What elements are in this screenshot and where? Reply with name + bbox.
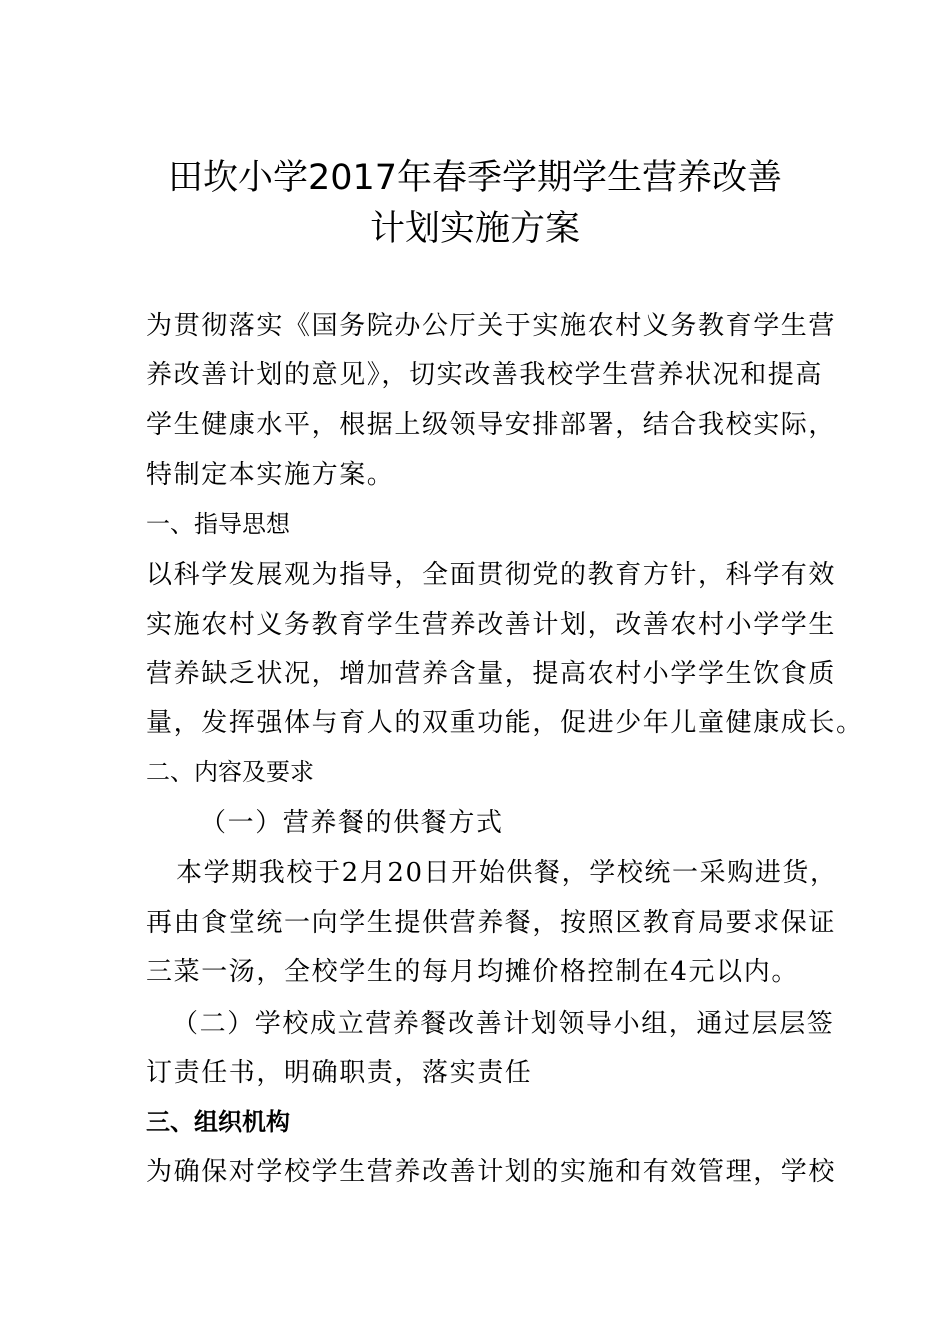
- section-2-subheading-1: （一）营养餐的供餐方式: [200, 808, 504, 838]
- section-1-line-2: 实施农村义务教育学生营养改善计划，改善农村小学学生: [146, 610, 837, 640]
- section-2-paragraph-1-line-3: 三菜一汤，全校学生的每月均摊价格控制在4元以内。: [146, 957, 799, 987]
- section-1-heading: 一、指导思想: [146, 510, 290, 538]
- section-1-line-1: 以科学发展观为指导，全面贯彻党的教育方针，科学有效: [146, 560, 837, 590]
- section-2-paragraph-2-line-1: （二）学校成立营养餐改善计划领导小组，通过层层签: [172, 1009, 835, 1039]
- section-1-line-4: 量，发挥强体与育人的双重功能，促进少年儿童健康成长。: [146, 708, 864, 738]
- section-2-heading: 二、内容及要求: [146, 758, 314, 786]
- section-2-paragraph-1-line-2: 再由食堂统一向学生提供营养餐，按照区教育局要求保证: [146, 908, 837, 938]
- intro-line-4: 特制定本实施方案。: [146, 460, 395, 490]
- document-title-line-2: 计划实施方案: [369, 209, 580, 249]
- section-3-line-1: 为确保对学校学生营养改善计划的实施和有效管理，学校: [146, 1157, 837, 1187]
- section-1-line-3: 营养缺乏状况，增加营养含量，提高农村小学学生饮食质: [146, 659, 837, 689]
- intro-line-1: 为贯彻落实《国务院办公厅关于实施农村义务教育学生营: [146, 311, 837, 341]
- document-title-line-1: 田坎小学2017年春季学期学生营养改善: [167, 158, 783, 198]
- section-2-paragraph-1-line-1: 本学期我校于2月20日开始供餐，学校统一采购进货，: [176, 858, 838, 888]
- section-3-heading: 三、组织机构: [146, 1108, 290, 1136]
- intro-line-2: 养改善计划的意见》，切实改善我校学生营养状况和提高: [146, 360, 824, 390]
- section-2-paragraph-2-line-2: 订责任书，明确职责，落实责任: [146, 1058, 533, 1088]
- intro-line-3: 学生健康水平，根据上级领导安排部署，结合我校实际，: [146, 410, 837, 440]
